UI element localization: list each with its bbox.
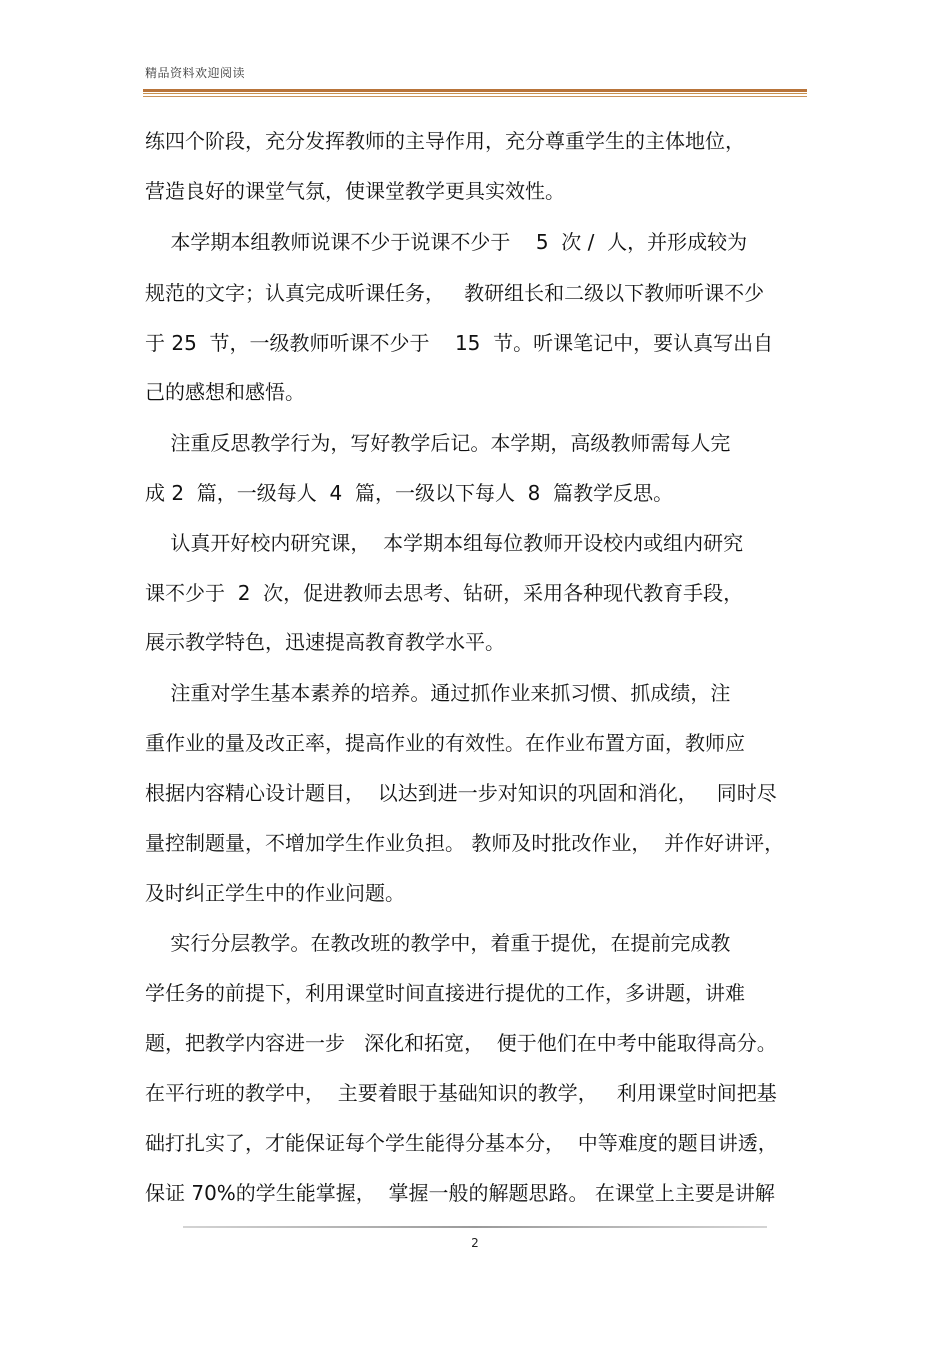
text-line-4: 规范的文字；认真完成听课任务， 教研组长和二级以下教师听课不少 bbox=[145, 281, 765, 305]
text-line-5: 于 25 节，一级教师听课不少于 15 节。听课笔记中，要认真写出自 bbox=[145, 331, 774, 355]
text-line-16: 及时纠正学生中的作业问题。 bbox=[145, 881, 405, 905]
text-line-9: 认真开好校内研究课， 本学期本组每位教师开设校内或组内研究 bbox=[145, 531, 744, 555]
text-line-15: 量控制题量，不增加学生作业负担。 教师及时批改作业， 并作好讲评， bbox=[145, 831, 785, 855]
text-line-14: 根据内容精心设计题目， 以达到进一步对知识的巩固和消化， 同时尽 bbox=[145, 781, 777, 805]
text-line-11: 展示教学特色，迅速提高教育教学水平。 bbox=[145, 630, 505, 654]
text-line-8: 成 2 篇，一级每人 4 篇，一级以下每人 8 篇教学反思。 bbox=[145, 481, 674, 505]
footer-divider bbox=[183, 1226, 767, 1228]
text-line-18: 学任务的前提下，利用课堂时间直接进行提优的工作，多讲题，讲难 bbox=[145, 981, 745, 1005]
text-line-12: 注重对学生基本素养的培养。通过抓作业来抓习惯、抓成绩，注 bbox=[145, 681, 731, 705]
text-line-7: 注重反思教学行为，写好教学后记。本学期，高级教师需每人完 bbox=[145, 431, 731, 455]
text-line-19: 题，把教学内容进一步 深化和拓宽， 便于他们在中考中能取得高分。 bbox=[145, 1031, 777, 1055]
page-header-title: 精品资料欢迎阅读 bbox=[145, 66, 246, 80]
text-line-17: 实行分层教学。在教改班的教学中，着重于提优，在提前完成教 bbox=[145, 931, 731, 955]
header-divider-thin bbox=[143, 96, 807, 97]
text-line-10: 课不少于 2 次，促进教师去思考、钻研，采用各种现代教育手段， bbox=[145, 581, 744, 605]
text-line-2: 营造良好的课堂气氛，使课堂教学更具实效性。 bbox=[145, 179, 565, 203]
text-line-6: 己的感想和感悟。 bbox=[145, 380, 305, 404]
header-divider bbox=[143, 89, 807, 94]
text-line-21: 础打扎实了，才能保证每个学生能得分基本分， 中等难度的题目讲透， bbox=[145, 1131, 778, 1155]
text-line-20: 在平行班的教学中， 主要着眼于基础知识的教学， 利用课堂时间把基 bbox=[145, 1081, 777, 1105]
text-line-22: 保证 70%的学生能掌握， 掌握一般的解题思路。 在课堂上主要是讲解 bbox=[145, 1181, 775, 1205]
page-number: 2 bbox=[471, 1236, 479, 1250]
text-line-13: 重作业的量及改正率，提高作业的有效性。在作业布置方面，教师应 bbox=[145, 731, 745, 755]
text-line-1: 练四个阶段，充分发挥教师的主导作用，充分尊重学生的主体地位， bbox=[145, 129, 745, 153]
text-line-3: 本学期本组教师说课不少于说课不少于 5 次 / 人，并形成较为 bbox=[145, 230, 748, 254]
